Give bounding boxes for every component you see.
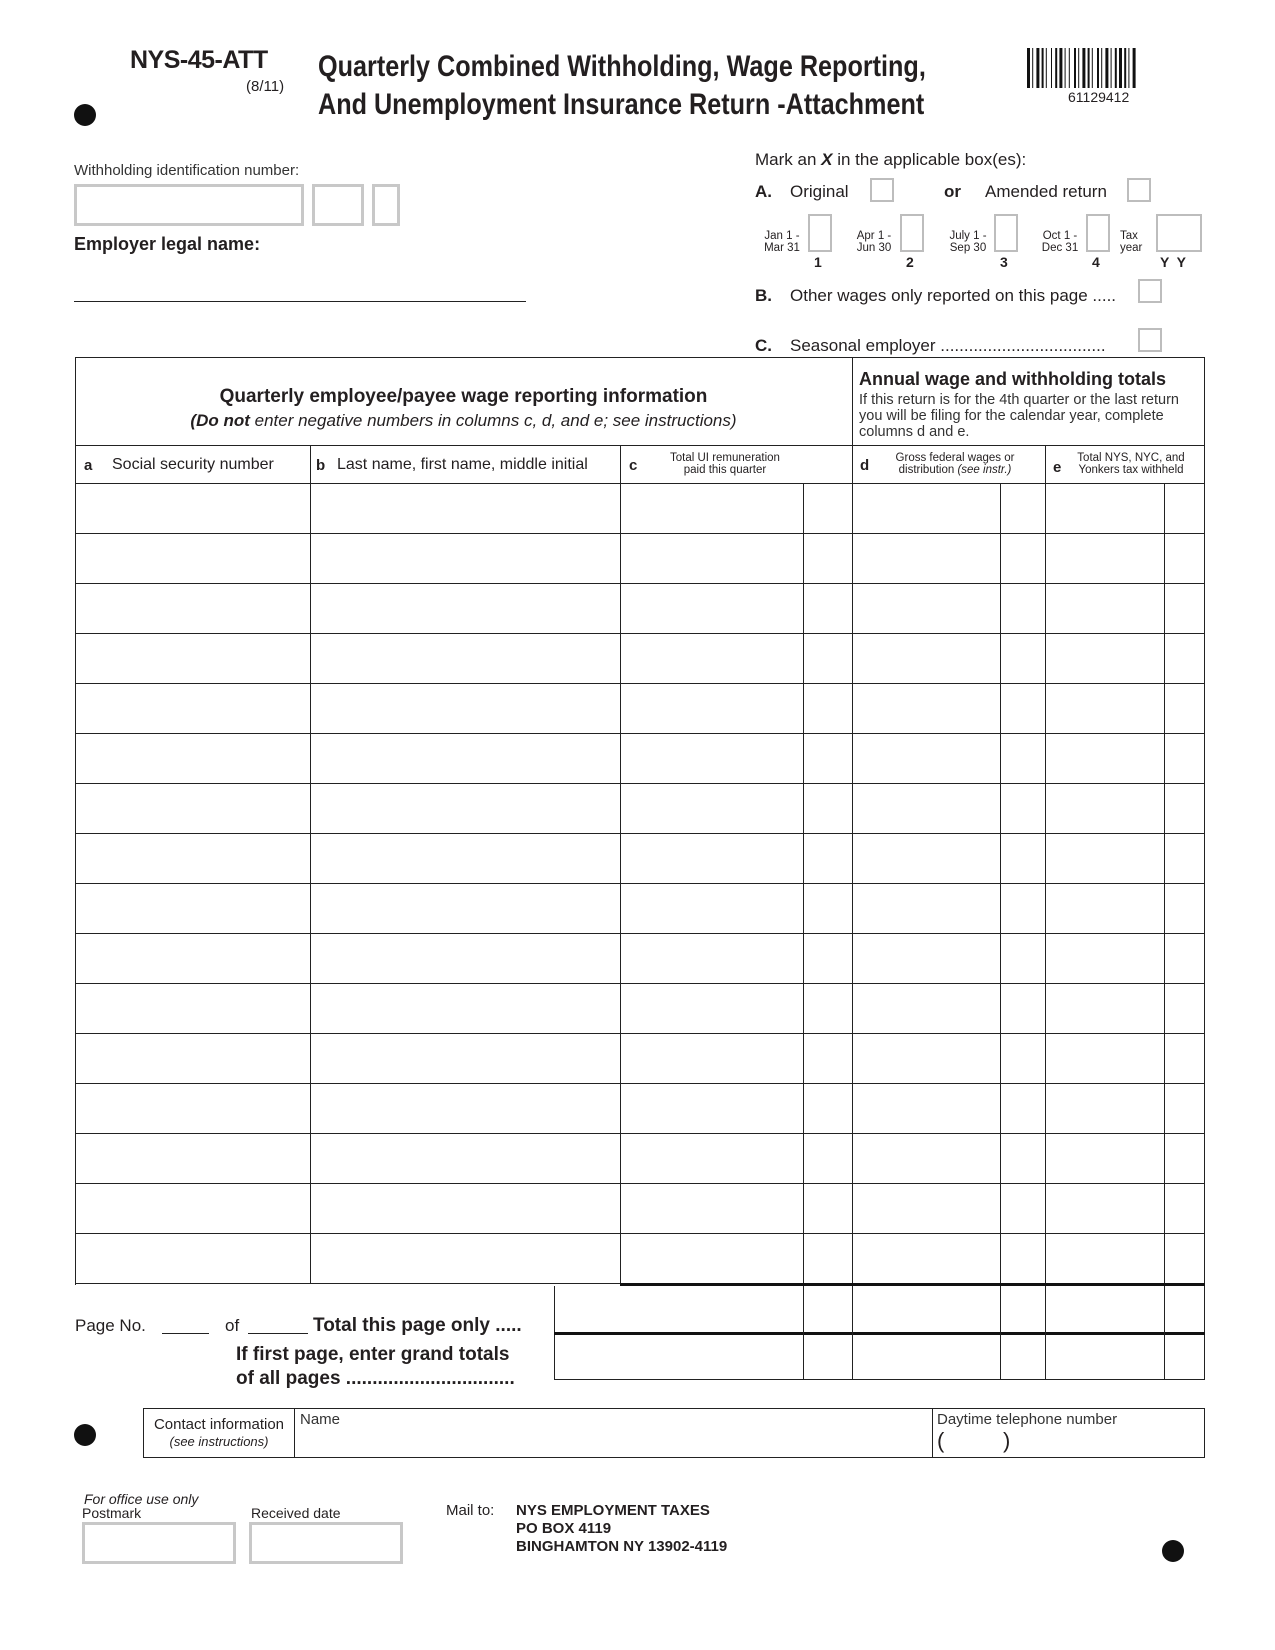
name-cell[interactable]	[311, 634, 620, 682]
barcode-bar	[1059, 48, 1062, 88]
title-line-2: And Unemployment Insurance Return -Attachment	[318, 88, 925, 121]
quarter-1-checkbox[interactable]	[808, 214, 832, 252]
mark-b-letter: B.	[755, 286, 772, 305]
amended-checkbox[interactable]	[1127, 178, 1151, 202]
gross-wages-cell[interactable]	[853, 884, 1045, 932]
name-cell[interactable]	[311, 784, 620, 832]
barcode-bar	[1027, 48, 1030, 88]
ui-remuneration-cell[interactable]	[621, 684, 852, 732]
seasonal-employer-label: Seasonal employer ...................................	[790, 336, 1106, 355]
quarter-4-label	[1038, 230, 1082, 254]
barcode-bar	[1101, 48, 1102, 88]
registration-dot-2	[74, 1424, 96, 1446]
page-total-field[interactable]	[248, 1333, 308, 1334]
col-d-line-2	[875, 464, 1035, 476]
header-rule	[75, 445, 1205, 446]
grand-totals-label-2: of all pages ................................	[236, 1368, 515, 1389]
name-cell[interactable]	[311, 884, 620, 932]
quarter-2-checkbox[interactable]	[900, 214, 924, 252]
name-cell[interactable]	[311, 484, 620, 532]
table-row	[75, 1183, 1205, 1233]
barcode-bar	[1119, 48, 1122, 88]
received-date-field[interactable]	[249, 1522, 403, 1564]
postmark-field[interactable]	[82, 1522, 236, 1564]
contact-label	[145, 1416, 293, 1450]
barcode-bar	[1128, 48, 1129, 88]
barcode-bar	[1133, 48, 1136, 88]
mark-c-letter: C.	[755, 336, 772, 355]
col-d-line-1: Gross federal wages or	[895, 452, 1015, 464]
other-wages-checkbox[interactable]	[1138, 279, 1162, 303]
col-a-header: Social security number	[112, 456, 274, 473]
main-table-subheader	[75, 411, 852, 431]
barcode-bar	[1042, 48, 1044, 88]
quarter-1-line-2: Mar 31	[764, 242, 800, 254]
tax-year-yy: Y Y	[1160, 254, 1186, 270]
total-page-tax-cell[interactable]	[1046, 1286, 1203, 1328]
ssn-cell[interactable]	[76, 884, 310, 932]
title-line-1: Quarterly Combined Withholding, Wage Reporting,	[318, 50, 926, 83]
gross-wages-cell[interactable]	[853, 1234, 1045, 1282]
ssn-cell[interactable]	[76, 984, 310, 1032]
gross-wages-cell[interactable]	[853, 1184, 1045, 1232]
col-e-letter: e	[1053, 459, 1062, 476]
quarter-3-checkbox[interactable]	[994, 214, 1018, 252]
tax-withheld-cell[interactable]	[1046, 984, 1204, 1032]
barcode-bar	[1069, 48, 1070, 88]
col-a-letter: a	[84, 457, 93, 474]
table-row	[75, 783, 1205, 833]
name-cell[interactable]	[311, 1084, 620, 1132]
employer-legal-name-label: Employer legal name:	[74, 234, 261, 254]
tax-year-line-1: Tax	[1120, 230, 1138, 242]
col-e-line-2: Yonkers tax withheld	[1078, 464, 1184, 476]
form-id: NYS-45-ATT	[130, 46, 268, 74]
page-no-field[interactable]	[162, 1333, 209, 1334]
tax-withheld-cell[interactable]	[1046, 634, 1204, 682]
barcode-bar	[1065, 48, 1066, 88]
tax-withheld-cell[interactable]	[1046, 884, 1204, 932]
phone-label: Daytime telephone number	[937, 1411, 1118, 1428]
original-checkbox[interactable]	[870, 178, 894, 202]
postmark-label: Postmark	[82, 1505, 142, 1521]
barcode-bar	[1046, 48, 1047, 88]
quarter-3-label	[946, 230, 990, 254]
quarter-1-number: 1	[814, 254, 822, 270]
ui-remuneration-cell[interactable]	[621, 1034, 852, 1082]
subheader-bold: (Do not	[190, 411, 250, 430]
ui-remuneration-cell[interactable]	[621, 784, 852, 832]
gross-wages-cell[interactable]	[853, 734, 1045, 782]
registration-dot	[74, 104, 96, 126]
table-row	[75, 483, 1205, 533]
withholding-id-main-field[interactable]	[74, 184, 304, 226]
grand-total-tax-cell[interactable]	[1046, 1335, 1203, 1377]
barcode-image	[1027, 48, 1195, 88]
quarter-4-line-1: Oct 1 -	[1042, 230, 1078, 242]
gross-wages-cell[interactable]	[853, 634, 1045, 682]
barcode-bar	[1082, 48, 1085, 88]
name-cell[interactable]	[311, 934, 620, 982]
ssn-cell[interactable]	[76, 1184, 310, 1232]
tax-withheld-cell[interactable]	[1046, 484, 1204, 532]
mail-line-2: PO BOX 4119	[516, 1520, 612, 1537]
total-page-gross-cell[interactable]	[853, 1286, 1044, 1328]
name-cell[interactable]	[311, 684, 620, 732]
tax-withheld-cell[interactable]	[1046, 1084, 1204, 1132]
phone-paren-open: (	[937, 1428, 945, 1453]
subheader-rest: enter negative numbers in columns c, d, and e; see instructions)	[249, 411, 737, 430]
tax-withheld-cell[interactable]	[1046, 584, 1204, 632]
contact-label-line-2: (see instructions)	[169, 1434, 269, 1449]
tax-withheld-cell[interactable]	[1046, 784, 1204, 832]
col-c-line-1: Total UI remuneration	[670, 452, 780, 464]
barcode-bar	[1124, 48, 1126, 88]
tax-year-label	[1120, 230, 1142, 254]
quarter-4-number: 4	[1092, 254, 1100, 270]
name-cell[interactable]	[311, 1034, 620, 1082]
mark-instruction-pre: Mark an	[755, 150, 822, 169]
name-cell[interactable]	[311, 534, 620, 582]
grand-total-ui-cell[interactable]	[555, 1335, 851, 1377]
quarter-3-line-1: July 1 -	[949, 230, 987, 242]
contact-name-field[interactable]	[296, 1430, 930, 1456]
contact-label-line-1: Contact information	[153, 1416, 285, 1433]
withholding-id-label: Withholding identification number:	[74, 162, 300, 179]
col-d-line-2-italic: (see instr.)	[957, 464, 1012, 476]
table-row	[75, 533, 1205, 583]
ui-remuneration-cell[interactable]	[621, 1234, 852, 1282]
col-c-line-2: paid this quarter	[683, 464, 767, 476]
barcode-bar	[1051, 48, 1052, 88]
original-label: Original	[790, 182, 849, 201]
barcode-bar	[1105, 48, 1108, 88]
mail-line-1: NYS EMPLOYMENT TAXES	[516, 1502, 710, 1519]
col-e-header	[1068, 452, 1194, 476]
table-row	[75, 983, 1205, 1033]
or-label: or	[944, 182, 961, 201]
grand-totals-label-1: If first page, enter grand totals	[236, 1344, 510, 1365]
name-cell[interactable]	[311, 1234, 620, 1282]
mail-address	[516, 1502, 727, 1556]
tax-withheld-cell[interactable]	[1046, 1134, 1204, 1182]
ssn-cell[interactable]	[76, 584, 310, 632]
ssn-cell[interactable]	[76, 734, 310, 782]
quarter-4-checkbox[interactable]	[1086, 214, 1110, 252]
col-d-letter: d	[860, 457, 870, 474]
name-cell[interactable]	[311, 1184, 620, 1232]
tax-withheld-cell[interactable]	[1046, 684, 1204, 732]
barcode-bar	[1074, 48, 1076, 88]
ssn-cell[interactable]	[76, 784, 310, 832]
quarter-4-line-2: Dec 31	[1041, 242, 1079, 254]
page-no-label: Page No.	[75, 1316, 146, 1335]
ssn-cell[interactable]	[76, 1084, 310, 1132]
name-cell[interactable]	[311, 834, 620, 882]
ssn-cell[interactable]	[76, 684, 310, 732]
table-row	[75, 1083, 1205, 1133]
col-c-header	[645, 452, 805, 476]
table-row	[75, 1033, 1205, 1083]
tax-withheld-cell[interactable]	[1046, 1034, 1204, 1082]
ui-remuneration-cell[interactable]	[621, 1134, 852, 1182]
col-d-header	[875, 452, 1035, 476]
quarter-2-label	[852, 230, 896, 254]
col-b-letter: b	[316, 457, 326, 474]
ui-remuneration-cell[interactable]	[621, 584, 852, 632]
table-row	[75, 633, 1205, 683]
ssn-cell[interactable]	[76, 1234, 310, 1282]
barcode-number: 61129412	[1068, 89, 1130, 105]
col-b-header: Last name, first name, middle initial	[337, 456, 588, 473]
gross-wages-cell[interactable]	[853, 784, 1045, 832]
annual-subheader: If this return is for the 4th quarter or the last return you will be filing for the calendar year, complete columns d and e.	[859, 392, 1179, 440]
name-cell[interactable]	[311, 1134, 620, 1182]
name-cell[interactable]	[311, 734, 620, 782]
quarter-3-number: 3	[1000, 254, 1008, 270]
annual-divider	[852, 357, 853, 453]
gross-wages-cell[interactable]	[853, 1134, 1045, 1182]
contact-name-label: Name	[300, 1411, 341, 1428]
main-table-header: Quarterly employee/payee wage reporting information	[219, 386, 708, 407]
gross-wages-cell[interactable]	[853, 1084, 1045, 1132]
totals-bottom-rule	[554, 1379, 1205, 1380]
tax-withheld-cell[interactable]	[1046, 734, 1204, 782]
annual-header: Annual wage and withholding totals	[859, 369, 1166, 389]
tax-withheld-cell[interactable]	[1046, 1184, 1204, 1232]
tax-withheld-cell[interactable]	[1046, 534, 1204, 582]
ui-remuneration-cell[interactable]	[621, 984, 852, 1032]
quarter-2-line-1: Apr 1 -	[856, 230, 892, 242]
seasonal-employer-checkbox[interactable]	[1138, 328, 1162, 352]
gross-wages-cell[interactable]	[853, 534, 1045, 582]
grand-total-gross-cell[interactable]	[853, 1335, 1044, 1377]
barcode-bar	[1115, 48, 1117, 88]
amended-label: Amended return	[985, 182, 1107, 201]
table-row	[75, 933, 1205, 983]
tax-withheld-cell[interactable]	[1046, 834, 1204, 882]
contact-divider-1	[294, 1408, 295, 1458]
table-row	[75, 583, 1205, 633]
barcode-bar	[1078, 48, 1079, 88]
tax-year-line-2: year	[1120, 242, 1143, 254]
name-cell[interactable]	[311, 584, 620, 632]
gross-wages-cell[interactable]	[853, 1034, 1045, 1082]
total-this-page-label: Total this page only .....	[313, 1315, 522, 1336]
ssn-cell[interactable]	[76, 634, 310, 682]
gross-wages-cell[interactable]	[853, 584, 1045, 632]
gross-wages-cell[interactable]	[853, 984, 1045, 1032]
ssn-cell[interactable]	[76, 1134, 310, 1182]
quarter-1-line-1: Jan 1 -	[764, 230, 800, 242]
barcode-bar	[1092, 48, 1093, 88]
ui-remuneration-cell[interactable]	[621, 934, 852, 982]
mark-a-letter: A.	[755, 182, 772, 201]
ssn-cell[interactable]	[76, 1034, 310, 1082]
table-row	[75, 683, 1205, 733]
barcode-bar	[1097, 48, 1099, 88]
barcode-bar	[1032, 48, 1033, 88]
ui-remuneration-cell[interactable]	[621, 484, 852, 532]
ssn-cell[interactable]	[76, 534, 310, 582]
registration-dot-3	[1162, 1540, 1184, 1562]
ssn-cell[interactable]	[76, 834, 310, 882]
phone-paren-close: )	[1003, 1428, 1011, 1453]
ui-remuneration-cell[interactable]	[621, 1084, 852, 1132]
col-d-line-2-text: distribution	[898, 464, 958, 476]
ui-remuneration-cell[interactable]	[621, 884, 852, 932]
quarter-2-number: 2	[906, 254, 914, 270]
ssn-cell[interactable]	[76, 934, 310, 982]
col-e-line-1: Total NYS, NYC, and	[1077, 452, 1185, 464]
table-row	[75, 1133, 1205, 1183]
barcode-bar	[1088, 48, 1090, 88]
ui-remuneration-cell[interactable]	[621, 534, 852, 582]
ui-remuneration-cell[interactable]	[621, 634, 852, 682]
tax-year-field[interactable]	[1156, 214, 1202, 252]
tax-withheld-cell[interactable]	[1046, 934, 1204, 982]
tax-withheld-cell[interactable]	[1046, 1234, 1204, 1282]
quarter-1-label	[760, 230, 804, 254]
ssn-cell[interactable]	[76, 484, 310, 532]
page-of-label: of	[225, 1316, 240, 1335]
col-c-letter: c	[629, 457, 638, 474]
table-row	[75, 1233, 1205, 1283]
table-row	[75, 883, 1205, 933]
ui-remuneration-cell[interactable]	[621, 734, 852, 782]
ui-remuneration-cell[interactable]	[621, 834, 852, 882]
mark-instruction-x: X	[821, 150, 833, 169]
mark-instruction	[755, 150, 1026, 170]
other-wages-label: Other wages only reported on this page .....	[790, 286, 1117, 305]
employer-legal-name-line[interactable]	[74, 301, 526, 302]
contact-divider-2	[932, 1408, 933, 1458]
quarter-3-line-2: Sep 30	[949, 242, 987, 254]
table-row	[75, 833, 1205, 883]
ui-remuneration-cell[interactable]	[621, 1184, 852, 1232]
table-row	[75, 733, 1205, 783]
office-use-label: For office use only	[84, 1491, 199, 1507]
mail-to-label: Mail to:	[446, 1502, 495, 1519]
withholding-id-middle-field[interactable]	[312, 184, 364, 226]
name-cell[interactable]	[311, 984, 620, 1032]
gross-wages-cell[interactable]	[853, 484, 1045, 532]
quarter-2-line-2: Jun 30	[856, 242, 892, 254]
mail-line-3: BINGHAMTON NY 13902-4119	[516, 1538, 728, 1555]
barcode-bar	[1036, 48, 1039, 88]
form-revision: (8/11)	[246, 78, 285, 95]
received-date-label: Received date	[251, 1505, 341, 1521]
gross-wages-cell[interactable]	[853, 834, 1045, 882]
barcode-bar	[1111, 48, 1112, 88]
barcode-bar	[1055, 48, 1057, 88]
gross-wages-cell[interactable]	[853, 684, 1045, 732]
mark-instruction-post: in the applicable box(es):	[832, 150, 1027, 169]
gross-wages-cell[interactable]	[853, 934, 1045, 982]
withholding-id-check-field[interactable]	[372, 184, 400, 226]
total-page-ui-cell[interactable]	[555, 1286, 851, 1328]
form-title	[318, 48, 926, 124]
phone-field[interactable]	[1020, 1430, 1200, 1456]
body-bottom-rule-left	[75, 1283, 620, 1284]
